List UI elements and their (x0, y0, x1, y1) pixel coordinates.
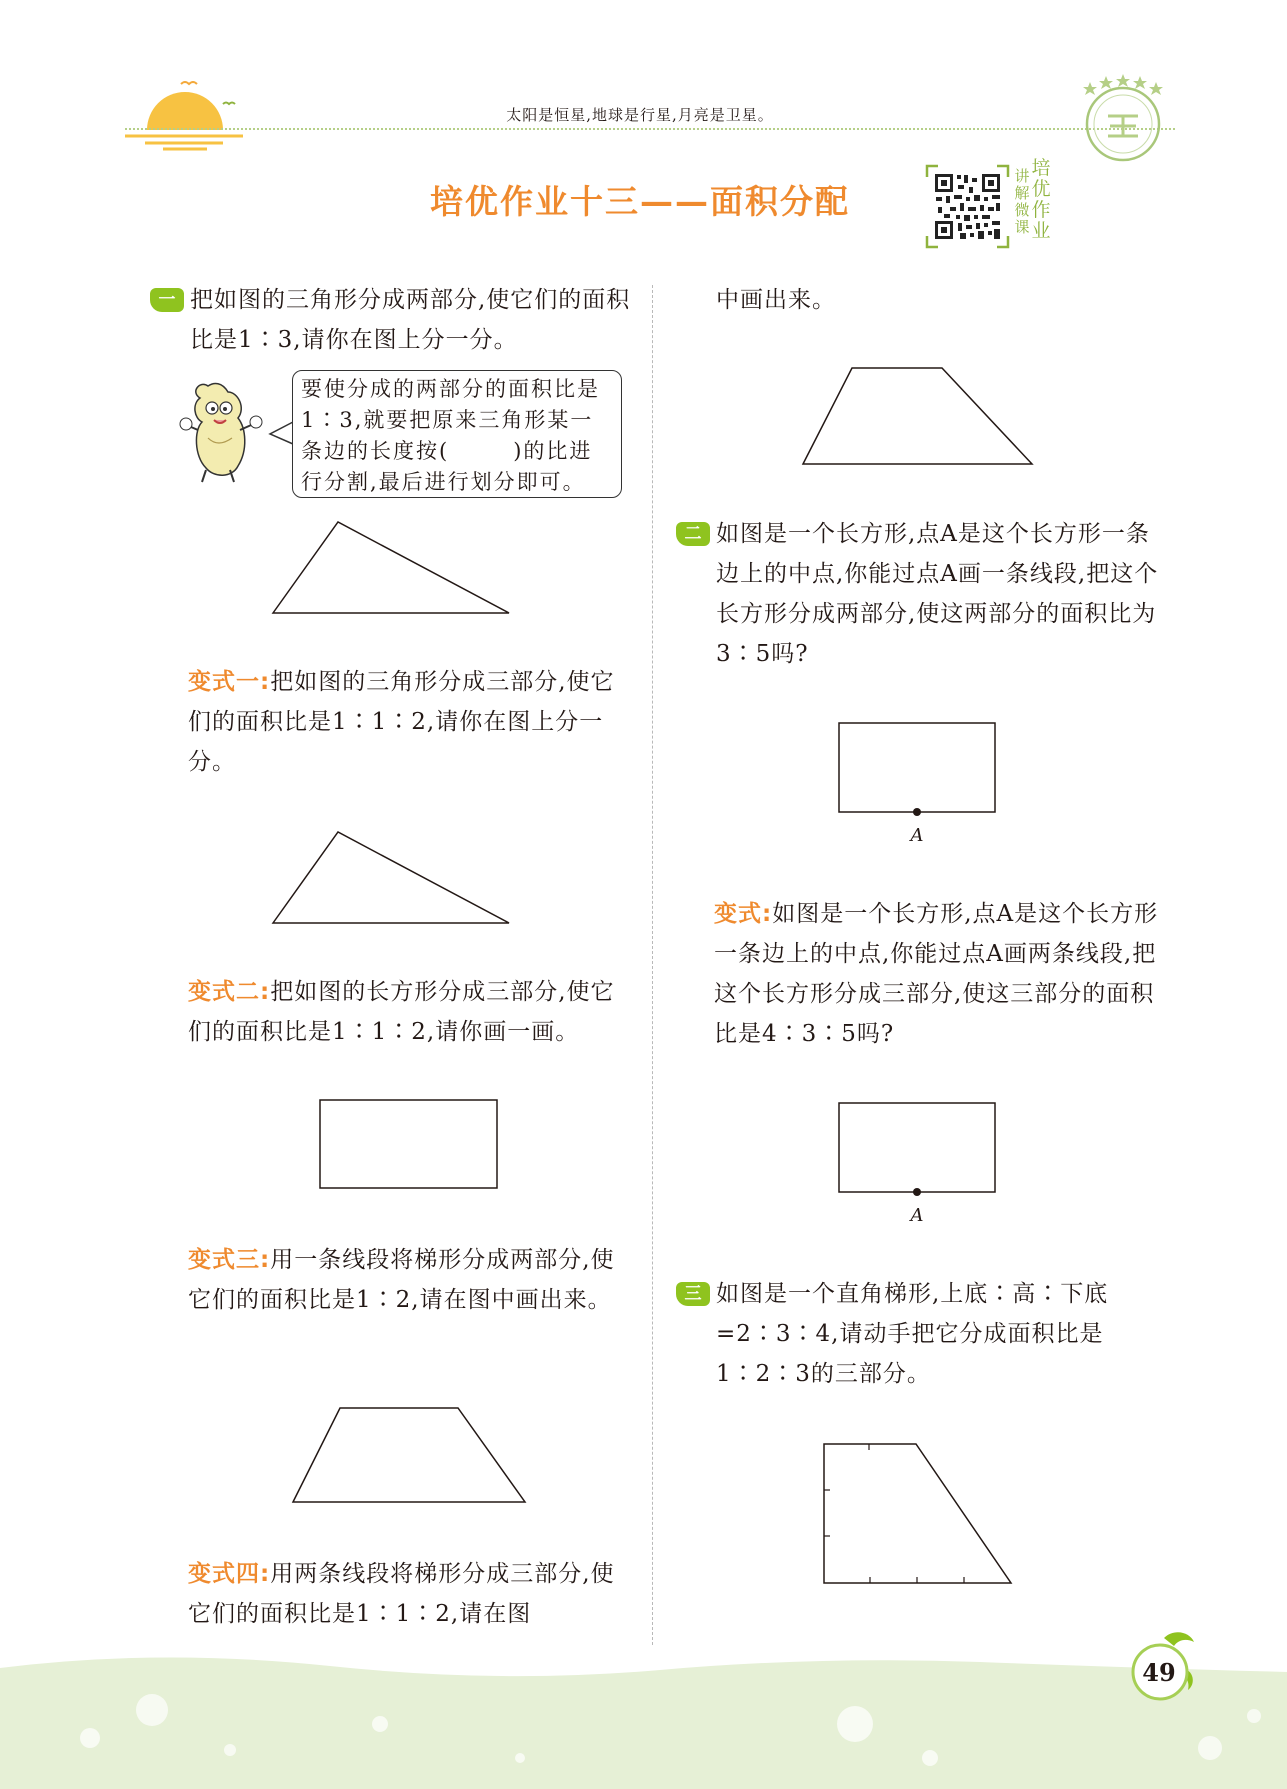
publisher-logo-icon (1078, 72, 1168, 164)
variant-2-label: 变式二: (188, 979, 271, 1005)
column-divider (652, 285, 653, 1645)
rectangle-figure-point-a-1 (836, 720, 1000, 848)
variant-right-text (714, 894, 1166, 1054)
trapezoid-figure-right (800, 364, 1036, 468)
page-title: 培优作业十三——面积分配 (430, 182, 850, 221)
question-badge-1: 一 (150, 288, 184, 312)
variant-4-text (188, 1554, 636, 1634)
triangle-figure-1 (270, 518, 512, 616)
sun-logo-icon (125, 70, 250, 152)
mascot-illustration (178, 378, 270, 486)
rectangle-figure-left (318, 1098, 500, 1192)
hint-bubble (292, 370, 622, 498)
variant-1-text (188, 662, 636, 782)
hint-text-after-blank: )的比进行分割,最后进行划分即可。 (301, 439, 593, 494)
header-motto: 太阳是恒星,地球是行星,月亮是卫星。 (506, 106, 774, 124)
variant-3-body: 用一条线段将梯形分成两部分,使它们的面积比是1∶2,请在图中画出来。 (188, 1247, 615, 1313)
question-1-text: 把如图的三角形分成两部分,使它们的面积比是1∶3,请你在图上分一分。 (190, 287, 631, 353)
variant-4-continued: 中画出来。 (716, 287, 836, 313)
variant-3-text (188, 1240, 636, 1320)
question-badge-2: 二 (676, 522, 710, 546)
variant-2-text (188, 972, 636, 1052)
header-divider (125, 128, 1175, 130)
variant-1-body: 把如图的三角形分成三部分,使它们的面积比是1∶1∶2,请你在图上分一分。 (188, 669, 615, 775)
trapezoid-figure-left (290, 1404, 530, 1506)
bubble-pointer (268, 420, 294, 450)
qr-caption-small: 讲解微课 (1014, 167, 1030, 236)
variant-2-body: 把如图的长方形分成三部分,使它们的面积比是1∶1∶2,请你画一画。 (188, 979, 615, 1045)
variant-4-label: 变式四: (188, 1561, 271, 1587)
question-3-text: 如图是一个直角梯形,上底∶高∶下底=2∶3∶4,请动手把它分成面积比是1∶2∶3的三部分。 (716, 1281, 1109, 1387)
point-a-label-2: A (910, 1205, 924, 1226)
qr-caption-large: 培优作业 (1031, 157, 1051, 242)
variant-3-label: 变式三: (188, 1247, 271, 1273)
right-trapezoid-figure (822, 1442, 1014, 1586)
variant-right-label: 变式: (714, 901, 773, 927)
question-2-text: 如图是一个长方形,点A是这个长方形一条边上的中点,你能过点A画一条线段,把这个长方形分成两部分,使这两部分的面积比为3∶5吗? (716, 521, 1159, 667)
variant-right-body: 如图是一个长方形,点A是这个长方形一条边上的中点,你能过点A画两条线段,把这个长方形分成三部分,使这三部分的面积比是4∶3∶5吗? (714, 901, 1159, 1047)
question-badge-3: 三 (676, 1282, 710, 1306)
footer-background (0, 1640, 1287, 1789)
page-number: 49 (1142, 1658, 1176, 1687)
qr-code-icon[interactable] (924, 163, 1011, 250)
rectangle-figure-point-a-2 (836, 1100, 1000, 1228)
variant-4-body: 用两条线段将梯形分成三部分,使它们的面积比是1∶1∶2,请在图 (188, 1561, 615, 1627)
point-a-label-1: A (910, 825, 924, 846)
variant-1-label: 变式一: (188, 669, 271, 695)
triangle-figure-2 (270, 828, 512, 926)
hint-text-before-blank: 要使分成的两部分的面积比是1∶3,就要把原来三角形某一条边的长度按( (301, 377, 600, 463)
